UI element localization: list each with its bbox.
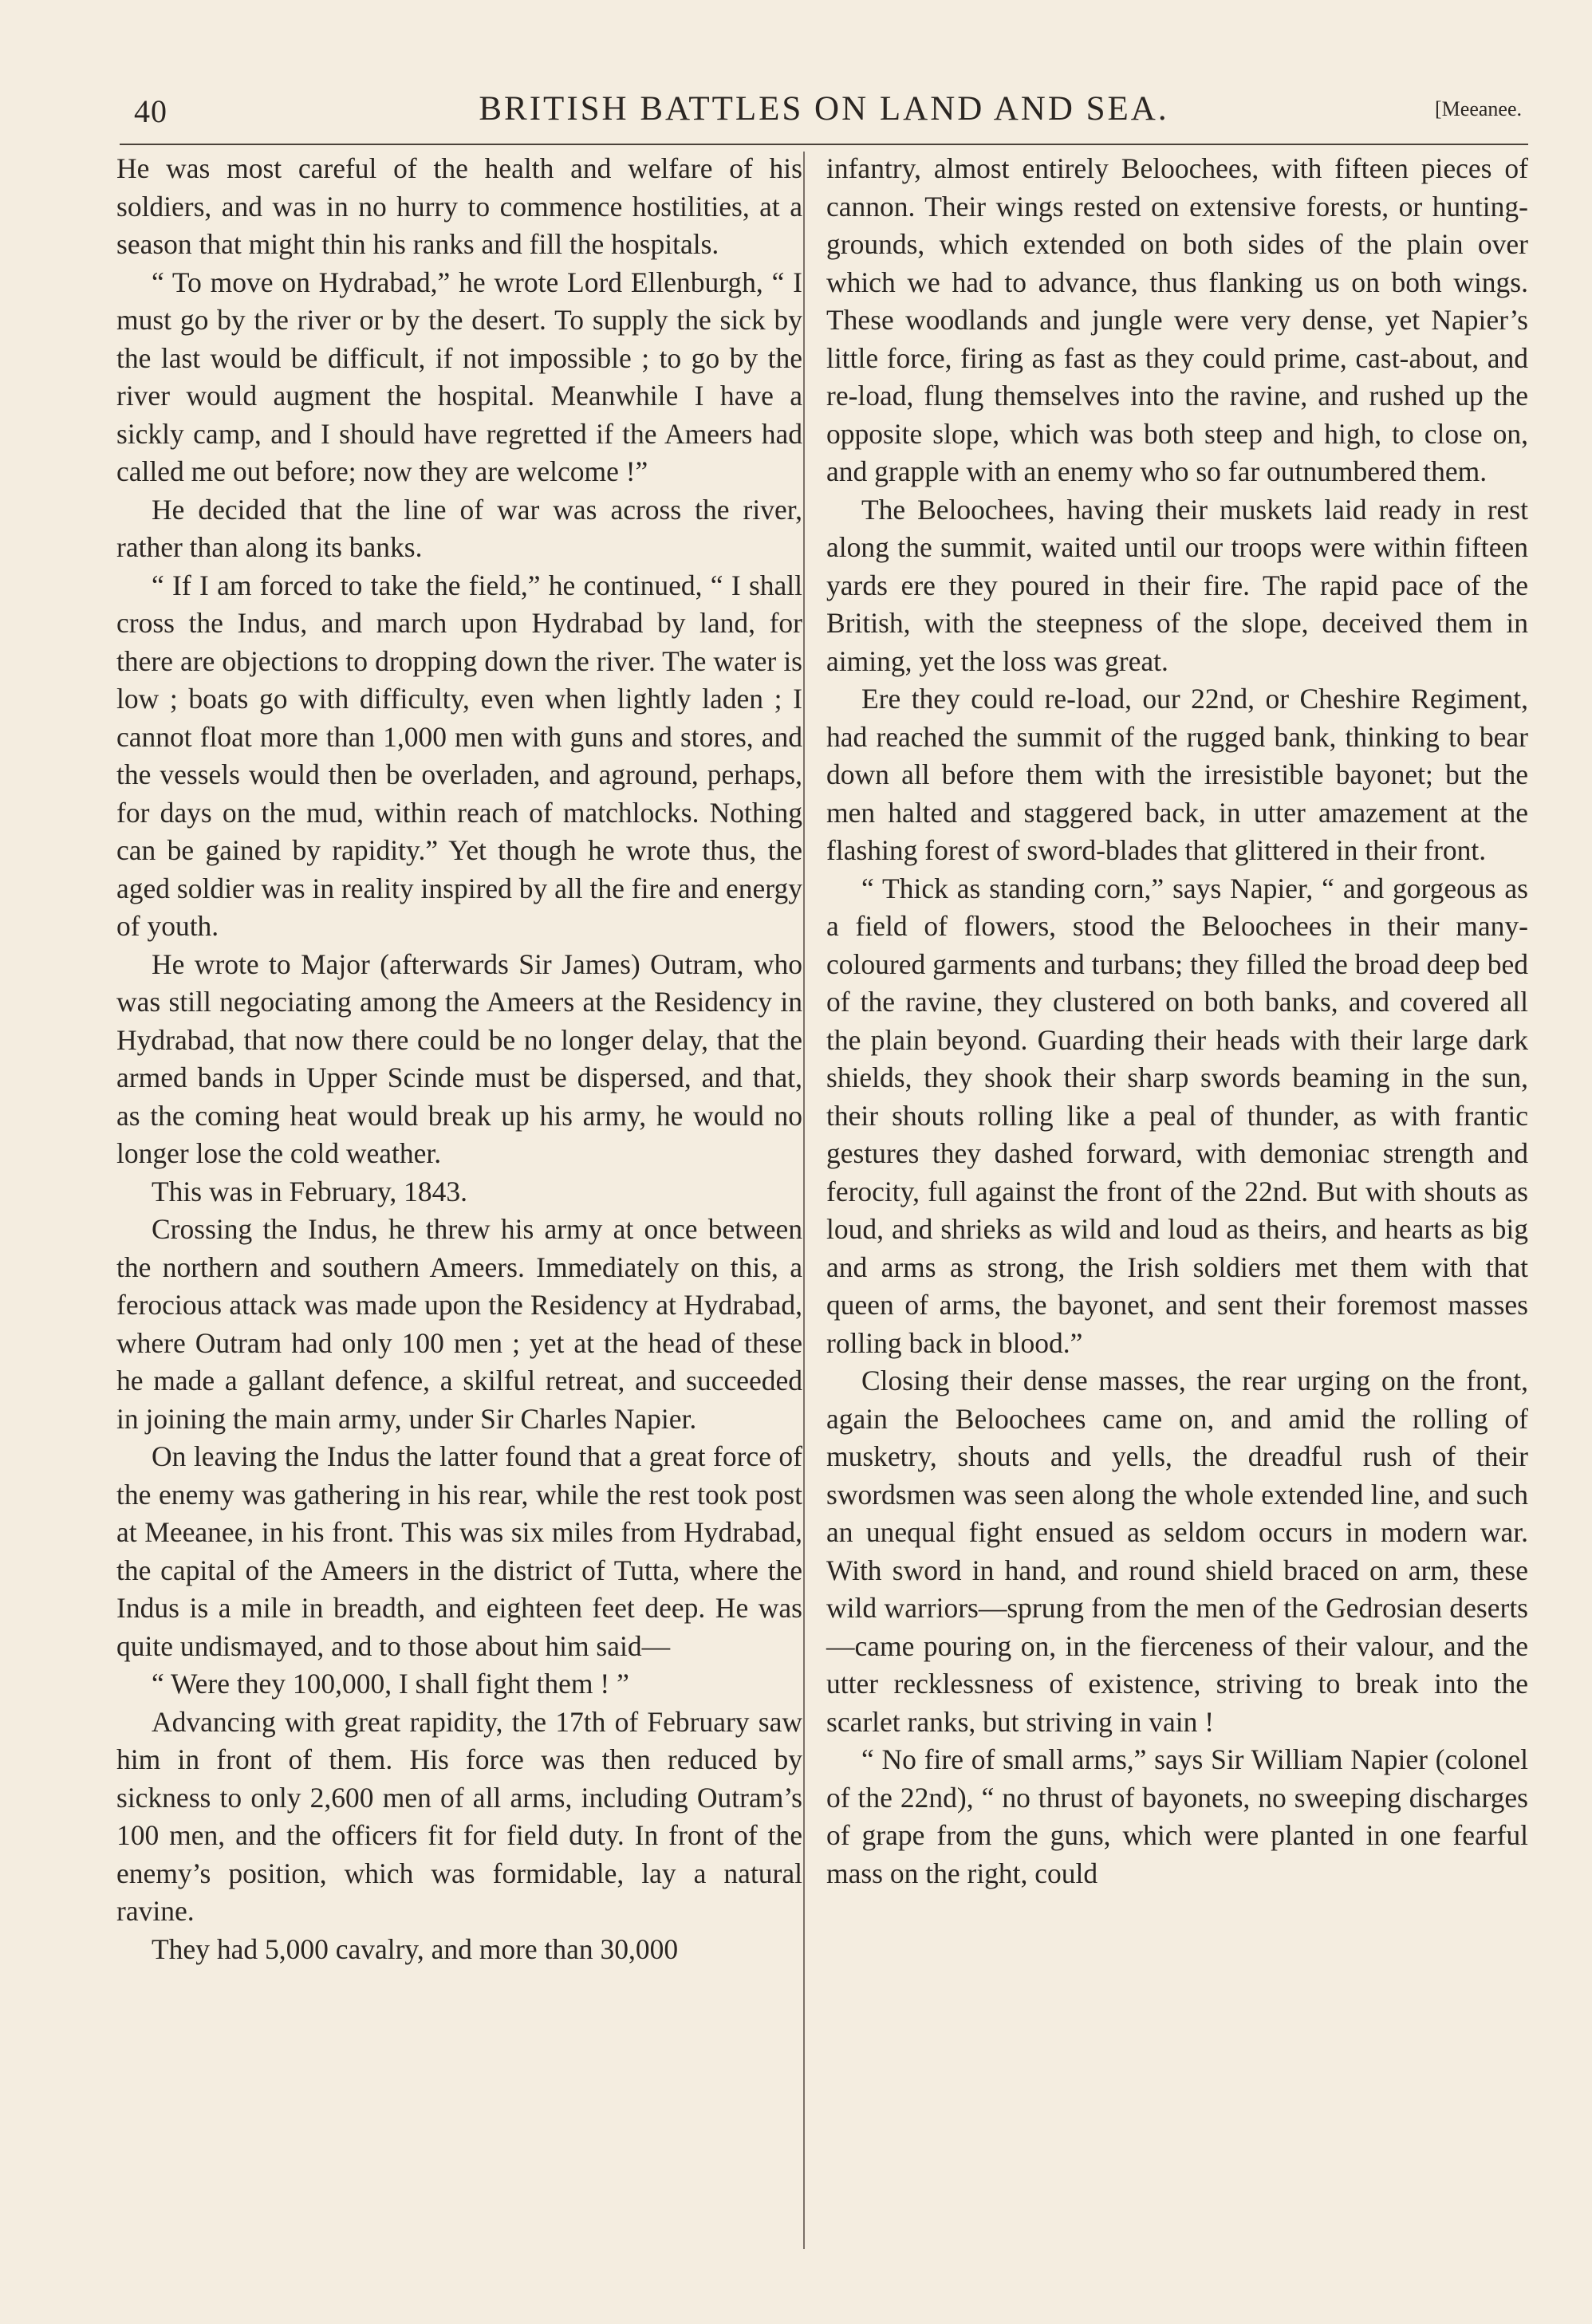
paragraph: Ere they could re-load, our 22nd, or Cheshire Regiment, had reached the summit of the rugged bank, thinking to bear down all before them with the irresistible bayonet; but the men halted and staggered back, in utter amazement at the flashing forest of sword-blades that glittered in their front.: [826, 683, 1528, 866]
paragraph: They had 5,000 cavalry, and more than 30,000: [152, 1932, 679, 1965]
running-title: BRITISH BATTLES ON LAND AND SEA.: [479, 90, 1169, 128]
right-column: [826, 150, 1528, 1893]
header-rule: [120, 144, 1528, 145]
paragraph: “ Were they 100,000, I shall fight them ! ”: [152, 1668, 629, 1700]
page-header: [120, 86, 1528, 137]
section-label: [Meeanee.: [1435, 97, 1522, 120]
paragraph: Crossing the Indus, he threw his army at once between the northern and southern Ameers. Immediately on this, a ferocious attack was made upon the Residency at Hydrabad, where Outram had only 100 men ; yet at the head of these he made a gallant defence, a skilful retreat, and succeeded in joining the main army, under Sir Charles Napier.: [116, 1213, 802, 1435]
paragraph: This was in February, 1843.: [152, 1175, 468, 1207]
paragraph: “ If I am forced to take the field,” he continued, “ I shall cross the Indus, and march upon Hydrabad by land, for there are objections to dropping down the river. The water is low ; boats go with difficulty, even when lightly laden ; I cannot float more than 1,000 men with guns and stores, and the vessels would then be overladen, and aground, perhaps, for days on the mud, within reach of matchlocks. Nothing can be gained by rapidity.” Yet though he wrote thus, the aged soldier was in reality inspired by all the fire and energy of youth.: [116, 569, 802, 942]
page-number: 40: [134, 93, 167, 129]
paragraph: He was most careful of the health and welfare of his soldiers, and was in no hurry to commence hostilities, at a season that might thin his ranks and fill the hospitals.: [116, 152, 802, 260]
paragraph: Closing their dense masses, the rear urging on the front, again the Beloochees came on, and amid the rolling of musketry, shouts and yells, the dreadful rush of their swordsmen was seen along the whole extended line, and such an unequal fight ensued as seldom occurs in modern war. With sword in hand, and round shield braced on arm, these wild warriors—sprung from the men of the Gedrosian deserts—came pouring on, in the fierceness of their valour, and the utter recklessness of existence, striving to break into the scarlet ranks, but striving in vain !: [826, 1365, 1528, 1738]
left-column: [116, 150, 802, 1968]
paragraph: “ To move on Hydrabad,” he wrote Lord Ellenburgh, “ I must go by the river or by the desert. To supply the sick by the last would be difficult, if not impossible ; to go by the river would augment the hospital. Meanwhile I have a sickly camp, and I should have regretted if the Ameers had called me out before; now they are welcome !”: [116, 266, 802, 487]
paragraph: Advancing with great rapidity, the 17th of February saw him in front of them. His force was then reduced by sickness to only 2,600 men of all arms, including Outram’s 100 men, and the officers fit for field duty. In front of the enemy’s position, which was formidable, lay a natural ravine.: [116, 1705, 802, 1927]
paragraph: infantry, almost entirely Beloochees, with fifteen pieces of cannon. Their wings rested on extensive forests, or hunting-grounds, which extended on both sides of the plain over which we had to advance, thus flanking us on both wings. These woodlands and jungle were very dense, yet Napier’s little force, firing as fast as they could prime, cast-about, and re-load, flung themselves into the ravine, and rushed up the opposite slope, which was both steep and high, to close on, and grapple with an enemy who so far outnumbered them.: [826, 152, 1528, 487]
paragraph: The Beloochees, having their muskets laid ready in rest along the summit, waited until our troops were within fifteen yards ere they poured in their fire. The rapid pace of the British, with the steepness of the slope, deceived them in aiming, yet the loss was great.: [826, 493, 1528, 677]
paragraph: He wrote to Major (afterwards Sir James) Outram, who was still negociating among the Ameers at the Residency in Hydrabad, that now there could be no longer delay, that the armed bands in Upper Scinde must be dispersed, and that, as the coming heat would break up his army, he would no longer lose the cold weather.: [116, 947, 802, 1169]
paragraph: On leaving the Indus the latter found that a great force of the enemy was gathering in his rear, while the rest took post at Meeanee, in his front. This was six miles from Hydrabad, the capital of the Ameers in the district of Tutta, where the Indus is a mile in breadth, and eighteen feet deep. He was quite undismayed, and to those about him said—: [116, 1440, 802, 1662]
paragraph: He decided that the line of war was across the river, rather than along its banks.: [116, 493, 802, 563]
column-divider: [803, 152, 805, 2249]
paragraph: “ Thick as standing corn,” says Napier, “ and gorgeous as a field of flowers, stood the Beloochees in their many-coloured garments and turbans; they filled the broad deep bed of the ravine, they clustered on both banks, and covered all the plain beyond. Guarding their heads with their large dark shields, they shook their sharp swords beaming in the sun, their shouts rolling like a peal of thunder, as with frantic gestures they dashed forward, with demoniac strength and ferocity, full against the front of the 22nd. But with shouts as loud, and shrieks as wild and loud as theirs, and hearts as big and arms as strong, the Irish soldiers met them with that queen of arms, the bayonet, and sent their foremost masses rolling back in blood.”: [826, 872, 1528, 1359]
paragraph: “ No fire of small arms,” says Sir William Napier (colonel of the 22nd), “ no thrust of bayonets, no sweeping discharges of grape from the guns, which were planted in one fearful mass on the right, could: [826, 1743, 1528, 1889]
